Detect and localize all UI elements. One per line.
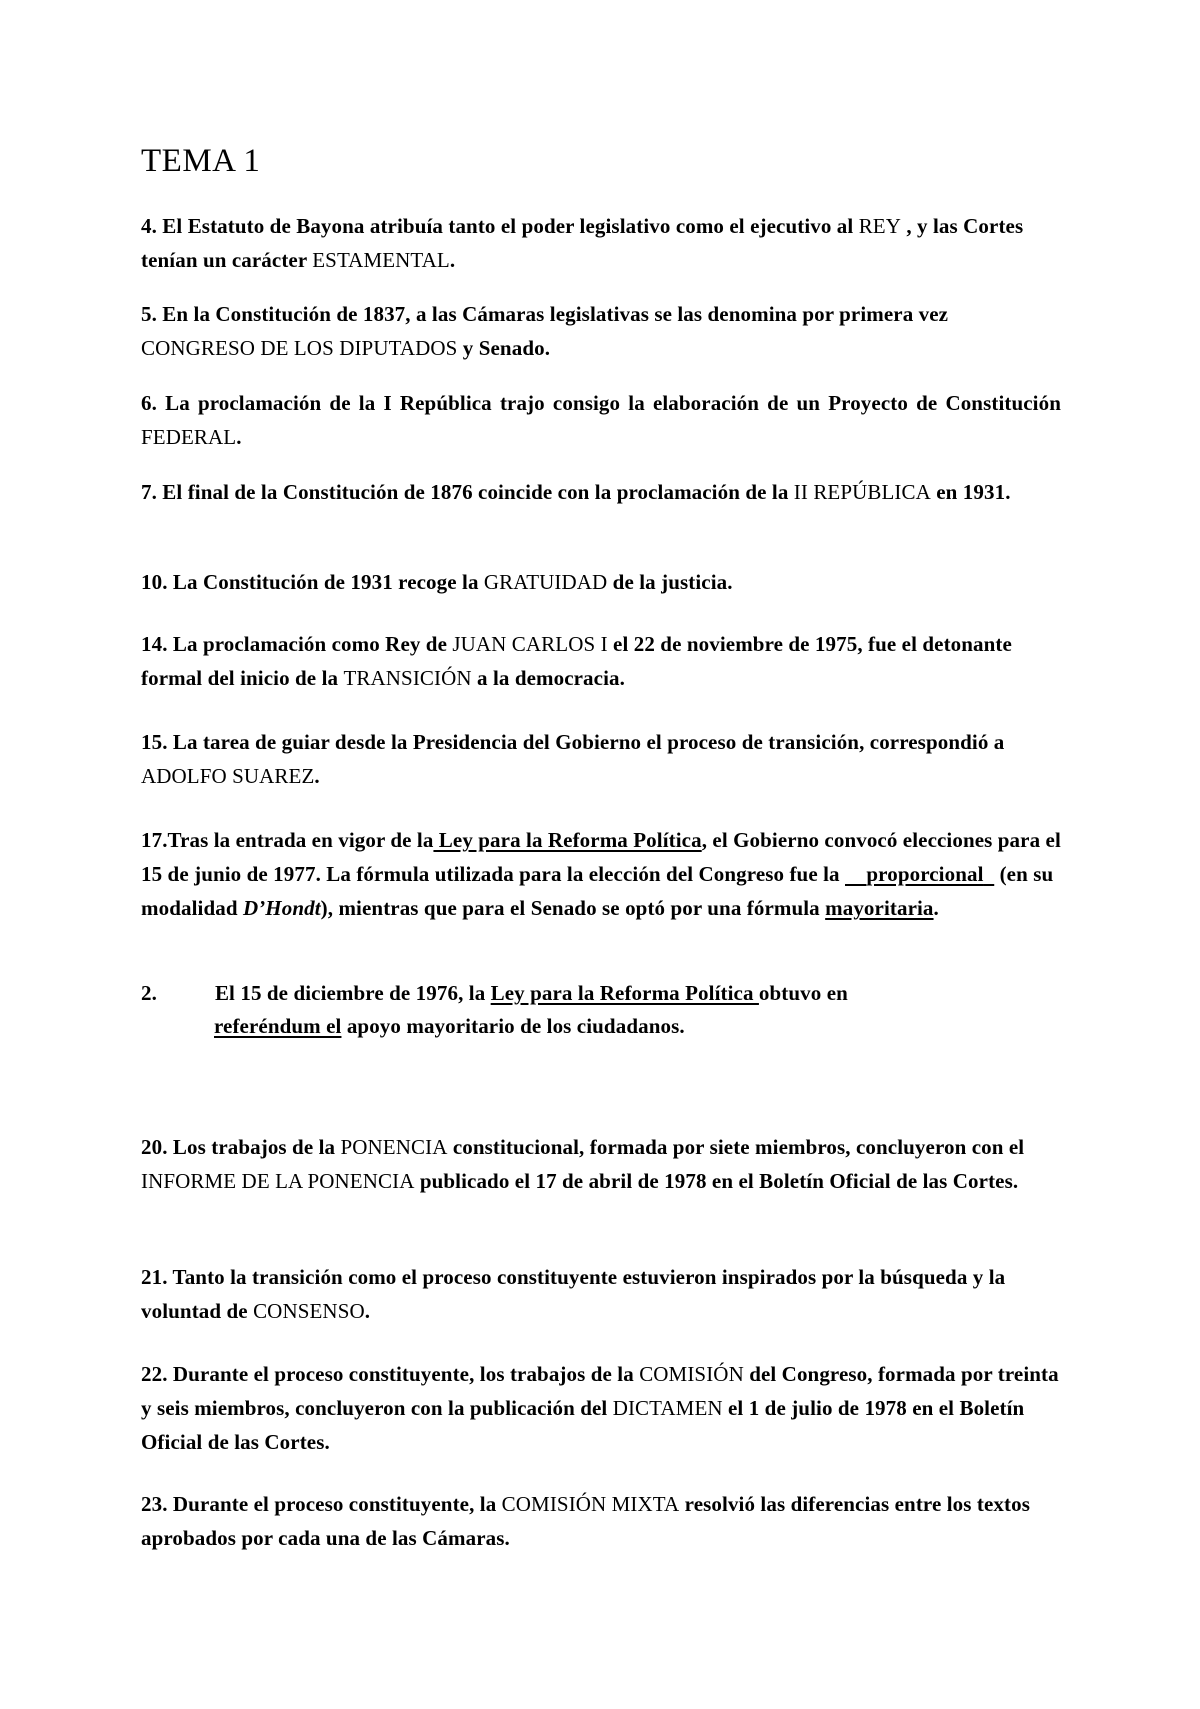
item-number: 2. [141, 981, 157, 1005]
italic-term: D’Hondt [242, 896, 321, 920]
answer: REY [858, 214, 901, 238]
text: , y las Cortes tenían un carácter [141, 214, 1024, 272]
text: . [236, 425, 242, 449]
answer: II REPÚBLICA [793, 480, 931, 504]
paragraph-6 [141, 386, 1061, 454]
page-title: TEMA 1 [141, 143, 261, 179]
answer: FEDERAL [141, 425, 237, 449]
text: El 15 de diciembre de 1976, la [214, 981, 491, 1005]
answer: TRANSICIÓN [343, 666, 472, 690]
paragraph-2 [141, 977, 1061, 1043]
text: apoyo mayoritario de los ciudadanos. [341, 1014, 685, 1038]
answer: PONENCIA [340, 1135, 448, 1159]
paragraph-23 [141, 1487, 1061, 1555]
text: 7. El final de la Constitución de 1876 coincide con la proclamación de la [141, 480, 794, 504]
text: resolvió las diferencias entre los textos aprobados por cada una de las Cámaras. [141, 1492, 1030, 1550]
answer: JUAN CARLOS I [452, 632, 608, 656]
answer: DICTAMEN [612, 1396, 723, 1420]
paragraph-21 [141, 1260, 1061, 1328]
paragraph-20 [141, 1130, 1061, 1198]
text: (en su modalidad [141, 862, 1054, 920]
paragraph-10 [141, 565, 1061, 599]
text: , el Gobierno convocó elecciones para el 15 de junio de 1977. La fórmula utilizada para la elección del Congreso fue la [141, 828, 1061, 886]
text: de la justicia. [607, 570, 733, 594]
text: 15. La tarea de guiar desde la Presidencia del Gobierno el proceso de transición, correspondió a [141, 730, 1005, 754]
text: 22. Durante el proceso constituyente, los trabajos de la [141, 1362, 640, 1386]
paragraph-14 [141, 627, 1061, 695]
paragraph-7 [141, 475, 1061, 509]
text: . [314, 764, 320, 788]
answer: GRATUIDAD [483, 570, 608, 594]
answer: CONGRESO DE LOS DIPUTADOS [141, 336, 458, 360]
answer: referéndum el [214, 1014, 342, 1038]
text: 23. Durante el proceso constituyente, la [141, 1492, 502, 1516]
text: 4. El Estatuto de Bayona atribuía tanto el poder legislativo como el ejecutivo al [141, 214, 859, 238]
text: 5. En la Constitución de 1837, a las Cámaras legislativas se las denomina por primera vez [141, 302, 949, 326]
paragraph-15 [141, 725, 1061, 793]
text: 14. La proclamación como Rey de [141, 632, 453, 656]
paragraph-4 [141, 209, 1061, 277]
text: . [933, 896, 939, 920]
answer: COMISIÓN MIXTA [501, 1492, 680, 1516]
text: constitucional, formada por siete miembros, concluyeron con el [447, 1135, 1025, 1159]
answer: CONSENSO [253, 1299, 365, 1323]
underlined-answer: mayoritaria [825, 896, 934, 920]
text: ), mientras que para el Senado se optó por una fórmula [320, 896, 826, 920]
paragraph-17 [141, 823, 1061, 925]
text: en 1931. [930, 480, 1011, 504]
text: a la democracia. [471, 666, 625, 690]
underlined-answer [845, 862, 994, 886]
text: 17.Tras la entrada en vigor de la [141, 828, 434, 852]
text: . [449, 248, 456, 272]
text: obtuvo en [758, 981, 848, 1005]
answer: COMISIÓN [639, 1362, 744, 1386]
text: publicado el 17 de abril de 1978 en el Boletín Oficial de las Cortes. [414, 1169, 1019, 1193]
text: del Congreso, formada por treinta y seis miembros, concluyeron con la publicación del [141, 1362, 1059, 1420]
paragraph-22 [141, 1357, 1061, 1459]
underlined-answer: Ley para la Reforma Política [433, 828, 702, 852]
text: el 1 de julio de 1978 en el Boletín Oficial de las Cortes. [141, 1396, 1025, 1454]
text: 10. La Constitución de 1931 recoge la [141, 570, 484, 594]
answer: proporcional [866, 862, 984, 886]
underlined-answer: Ley para la Reforma Política [490, 981, 759, 1005]
text: . [364, 1299, 371, 1323]
text: 20. Los trabajos de la [141, 1135, 341, 1159]
answer: ESTAMENTAL [312, 248, 450, 272]
text: y Senado. [457, 336, 551, 360]
paragraph-5 [141, 297, 1061, 365]
text: el 22 de noviembre de 1975, fue el detonante formal del inicio de la [141, 632, 1012, 690]
answer: INFORME DE LA PONENCIA [141, 1169, 415, 1193]
underlined-answer [141, 1014, 341, 1038]
text: 21. Tanto la transición como el proceso constituyente estuvieron inspirados por la búsqueda y la voluntad de [141, 1265, 1006, 1323]
answer: ADOLFO SUAREZ [141, 764, 315, 788]
text: 6. La proclamación de la I República trajo consigo la elaboración de un Proyecto de Constitución [141, 391, 1061, 415]
